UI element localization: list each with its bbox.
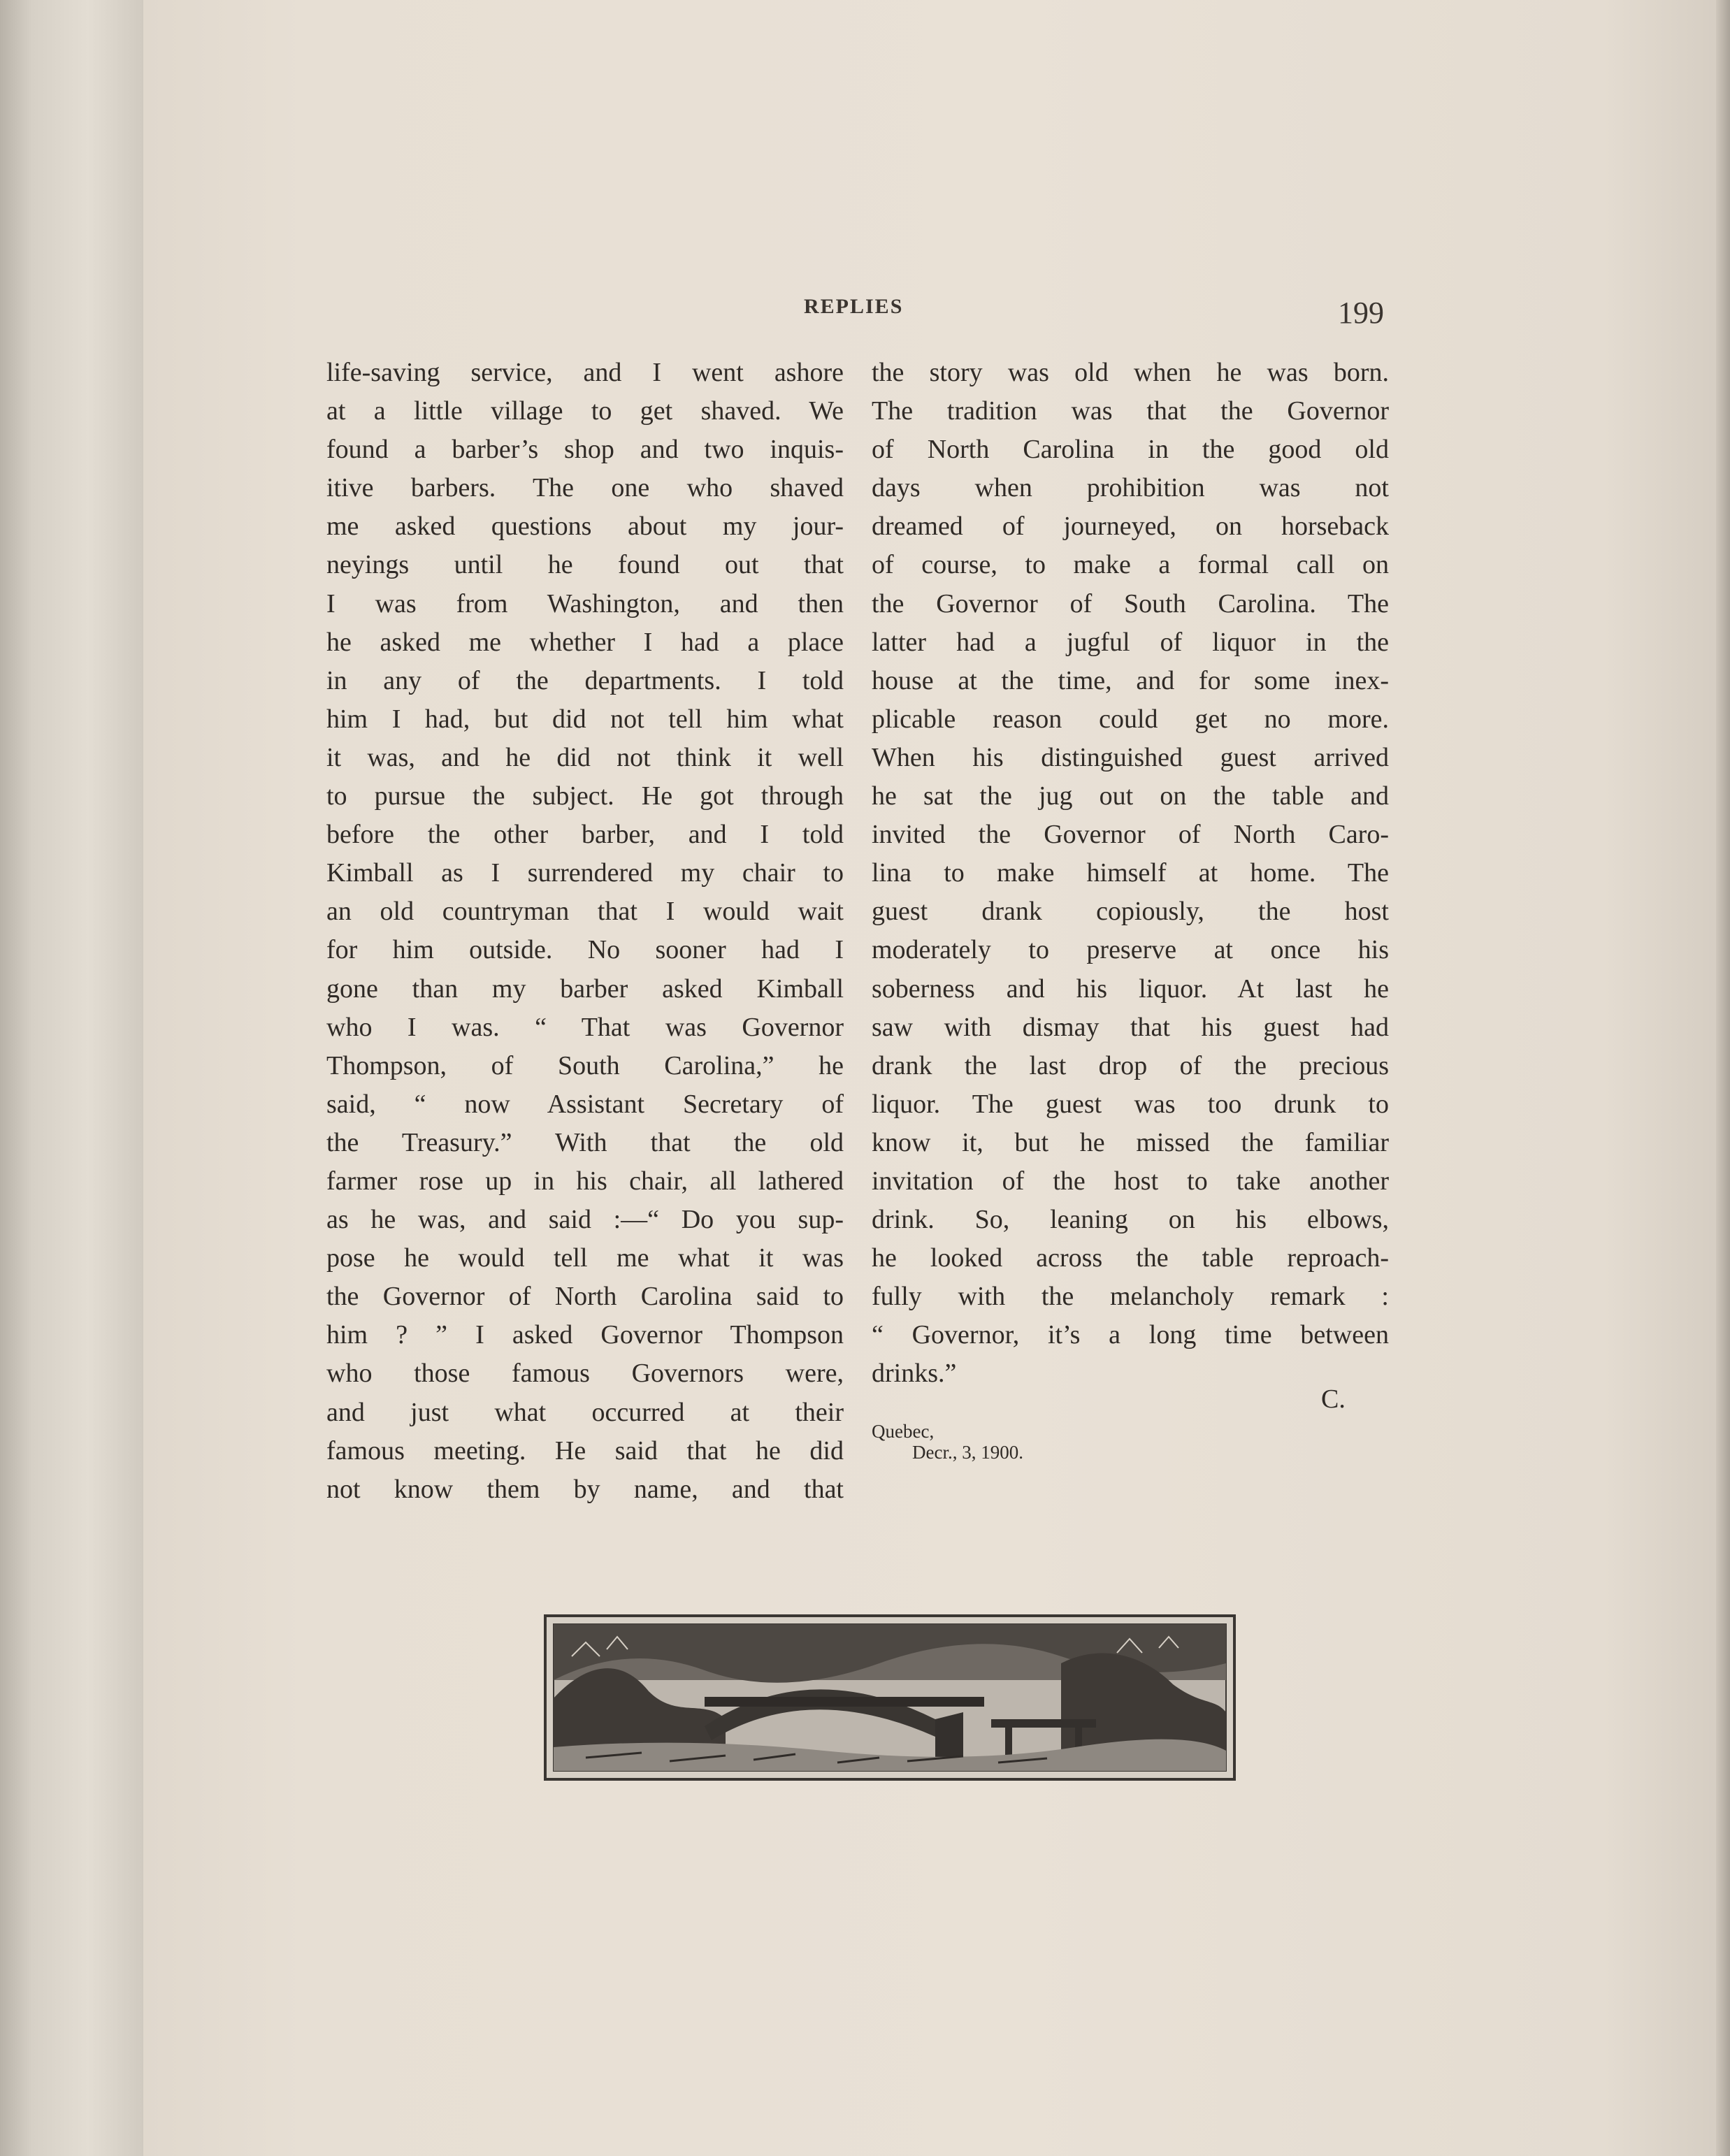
text-line: fully with the melancholy remark : [872,1282,1389,1312]
text-line: to pursue the subject. He got through [326,781,844,811]
text-line: gone than my barber asked Kimball [326,974,844,1004]
page-edge-shadow [1716,0,1730,2156]
text-line: saw with dismay that his guest had [872,1012,1389,1042]
text-line: drinks.” [872,1359,957,1389]
text-line: in any of the departments. I told [326,665,844,695]
text-line: drink. So, leaning on his elbows, [872,1205,1389,1235]
text-line: at a little village to get shaved. We [326,396,844,426]
text-line: as he was, and said :—“ Do you sup- [326,1205,844,1235]
text-line: he looked across the table reproach- [872,1243,1389,1273]
text-line: not know them by name, and that [326,1474,844,1504]
text-line: said, “ now Assistant Secretary of [326,1089,844,1119]
text-line: “ Governor, it’s a long time between [872,1320,1389,1350]
text-line: invited the Governor of North Caro- [872,820,1389,850]
text-line: the Governor of South Carolina. The [872,588,1389,618]
dateline-place: Quebec, [872,1421,935,1442]
text-line: he sat the jug out on the table and [872,781,1389,811]
text-line: of North Carolina in the good old [872,435,1389,465]
text-line: itive barbers. The one who shaved [326,473,844,503]
text-line: who those famous Governors were, [326,1359,844,1389]
text-line: drank the last drop of the precious [872,1050,1389,1080]
text-line: latter had a jugful of liquor in the [872,627,1389,657]
text-line: life-saving service, and I went ashore [326,358,844,387]
text-line: dreamed of journeyed, on horseback [872,512,1389,542]
text-line: invitation of the host to take another [872,1166,1389,1196]
text-line: an old countryman that I would wait [326,897,844,927]
text-line: him ? ” I asked Governor Thompson [326,1320,844,1350]
dateline-date: Decr., 3, 1900. [912,1442,1023,1463]
right-text-column [872,354,1389,1394]
text-line: the Governor of North Carolina said to [326,1282,844,1312]
text-line: When his distinguished guest arrived [872,742,1389,772]
text-line: The tradition was that the Governor [872,396,1389,426]
text-line: house at the time, and for some inex- [872,665,1389,695]
text-line: of course, to make a formal call on [872,550,1389,580]
text-line: and just what occurred at their [326,1397,844,1427]
text-line: pose he would tell me what it was [326,1243,844,1273]
text-line: found a barber’s shop and two inquis- [326,435,844,465]
text-line: he asked me whether I had a place [326,627,844,657]
page-number: 199 [1338,296,1384,330]
text-line: who I was. “ That was Governor [326,1012,844,1042]
text-line: lina to make himself at home. The [872,858,1389,888]
text-line: I was from Washington, and then [326,588,844,618]
text-line: plicable reason could get no more. [872,704,1389,734]
text-line: liquor. The guest was too drunk to [872,1089,1389,1119]
text-line: Kimball as I surrendered my chair to [326,858,844,888]
left-text-column [326,354,844,1509]
woodcut-ornament-icon [544,1614,1236,1781]
text-line: days when prohibition was not [872,473,1389,503]
text-line: before the other barber, and I told [326,820,844,850]
text-line: it was, and he did not think it well [326,742,844,772]
running-head: REPLIES [804,295,904,318]
signature-initial: C. [1321,1384,1346,1414]
text-line: neyings until he found out that [326,550,844,580]
text-line: the Treasury.” With that the old [326,1127,844,1157]
book-gutter [0,0,147,2156]
text-line: know it, but he missed the familiar [872,1127,1389,1157]
text-line: farmer rose up in his chair, all lathered [326,1166,844,1196]
text-line: for him outside. No sooner had I [326,935,844,965]
text-line: the story was old when he was born. [872,358,1389,387]
text-line: moderately to preserve at once his [872,935,1389,965]
text-line: me asked questions about my jour- [326,512,844,542]
text-line: famous meeting. He said that he did [326,1435,844,1466]
text-line: guest drank copiously, the host [872,897,1389,927]
text-line: soberness and his liquor. At last he [872,974,1389,1004]
dateline [872,1421,1023,1463]
text-line: Thompson, of South Carolina,” he [326,1050,844,1080]
text-line: him I had, but did not tell him what [326,704,844,734]
